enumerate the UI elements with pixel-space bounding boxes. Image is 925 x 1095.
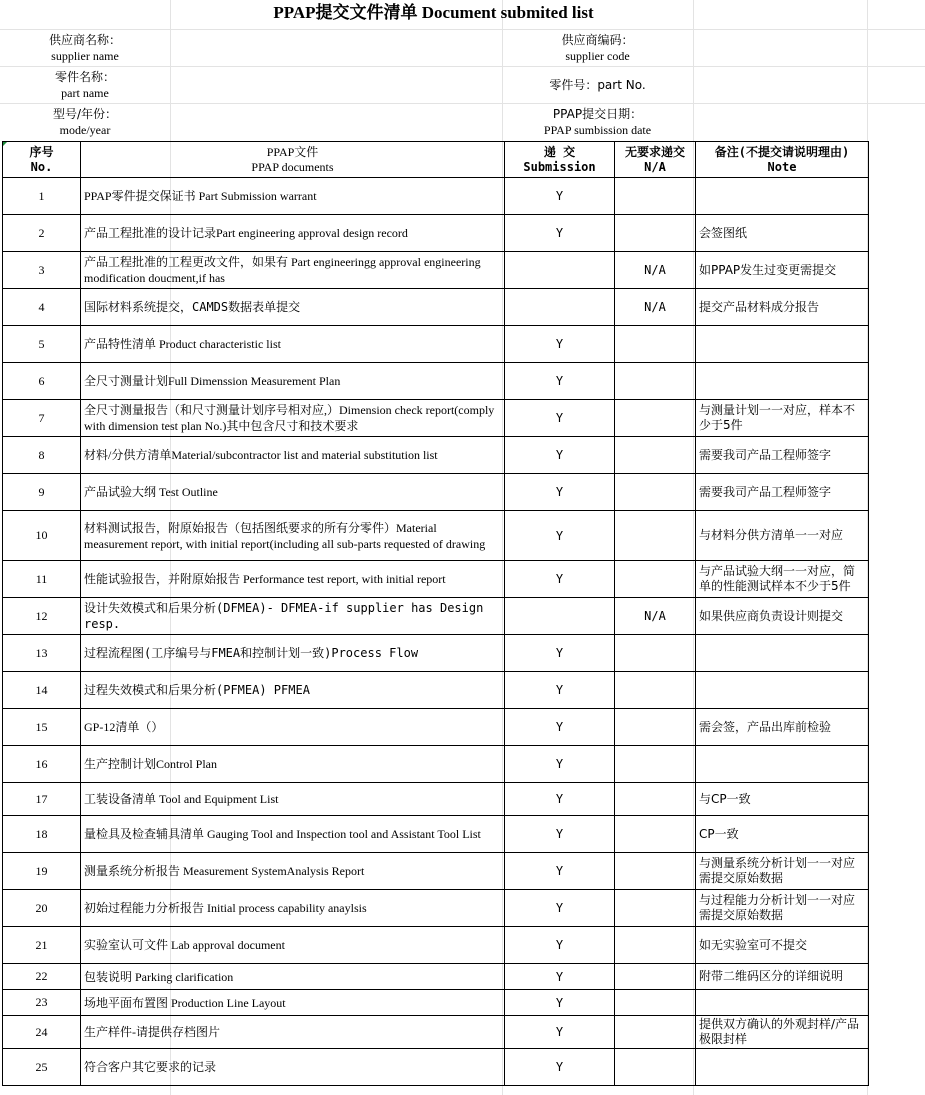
part-no-label (502, 77, 693, 93)
table-row (3, 289, 869, 326)
submission-value[interactable]: Y (505, 215, 615, 252)
document-name[interactable]: 性能试验报告，并附原始报告 Performance test report, with initial report (81, 561, 505, 598)
supplier-code-label (502, 32, 693, 64)
note-text[interactable] (696, 746, 869, 783)
note-text[interactable]: 会签图纸 (696, 215, 869, 252)
na-value[interactable] (615, 709, 696, 746)
document-name[interactable]: 实验室认可文件 Lab approval document (81, 927, 505, 964)
supplier-name-zh: 供应商名称： (48, 33, 121, 47)
document-name[interactable]: PPAP零件提交保证书 Part Submission warrant (81, 178, 505, 215)
document-name[interactable]: 场地平面布置图 Production Line Layout (81, 990, 505, 1016)
na-value[interactable] (615, 1049, 696, 1086)
header-no-en: No. (30, 159, 53, 174)
table-row (3, 1049, 869, 1086)
table-row (3, 326, 869, 363)
table-row (3, 853, 869, 890)
row-number[interactable]: 24 (3, 1016, 81, 1049)
na-value[interactable] (615, 853, 696, 890)
submission-value[interactable]: Y (505, 816, 615, 853)
note-text[interactable]: 需要我司产品工程师签字 (696, 474, 869, 511)
note-text[interactable]: 与产品试验大纲一一对应，简单的性能测试样本不少于5件 (696, 561, 869, 598)
submission-value[interactable]: Y (505, 363, 615, 400)
document-name[interactable]: 产品工程批准的工程更改文件，如果有 Part engineeringg approval engineering modification doucment,if has (81, 252, 505, 289)
document-name[interactable]: 生产样件-请提供存档图片 (81, 1016, 505, 1049)
document-name[interactable]: 设计失效模式和后果分析(DFMEA)- DFMEA-if supplier has Design resp. (81, 598, 505, 635)
note-text[interactable]: 与测量计划一一对应，样本不少于5件 (696, 400, 869, 437)
document-name[interactable]: 产品特性清单 Product characteristic list (81, 326, 505, 363)
row-number[interactable]: 19 (3, 853, 81, 890)
submission-value[interactable]: Y (505, 178, 615, 215)
submission-value[interactable]: Y (505, 964, 615, 990)
document-name[interactable]: 量检具及检查辅具清单 Gauging Tool and Inspection tool and Assistant Tool List (81, 816, 505, 853)
note-text[interactable]: 需要我司产品工程师签字 (696, 437, 869, 474)
header-note (696, 142, 869, 178)
header-na-en: N/A (644, 159, 666, 174)
header-note-en: Note (767, 159, 797, 174)
submission-value[interactable]: Y (505, 400, 615, 437)
part-name-zh: 零件名称： (54, 70, 115, 84)
na-value[interactable] (615, 783, 696, 816)
row-number[interactable]: 17 (3, 783, 81, 816)
header-no-zh: 序号 (29, 144, 54, 159)
na-value[interactable] (615, 746, 696, 783)
table-row (3, 990, 869, 1016)
row-number[interactable]: 8 (3, 437, 81, 474)
table-row (3, 964, 869, 990)
note-text[interactable]: CP一致 (696, 816, 869, 853)
row-number[interactable]: 11 (3, 561, 81, 598)
submission-value[interactable]: Y (505, 326, 615, 363)
model-year-label (0, 106, 170, 138)
header-note-zh: 备注(不提交请说明理由) (714, 144, 850, 159)
supplier-code-en: supplier code (565, 49, 630, 63)
note-text[interactable] (696, 326, 869, 363)
submission-value[interactable]: Y (505, 635, 615, 672)
row-number[interactable]: 12 (3, 598, 81, 635)
note-text[interactable] (696, 178, 869, 215)
row-number[interactable]: 5 (3, 326, 81, 363)
document-name[interactable]: 生产控制计划Control Plan (81, 746, 505, 783)
supplier-name-en: supplier name (51, 49, 119, 63)
table-row (3, 363, 869, 400)
document-name[interactable]: 工装设备清单 Tool and Equipment List (81, 783, 505, 816)
note-text[interactable] (696, 990, 869, 1016)
document-name[interactable]: 初始过程能力分析报告 Initial process capability anaylsis (81, 890, 505, 927)
note-text[interactable]: 需会签，产品出库前检验 (696, 709, 869, 746)
submission-value[interactable]: Y (505, 783, 615, 816)
row-number[interactable]: 16 (3, 746, 81, 783)
note-text[interactable]: 如果供应商负责设计则提交 (696, 598, 869, 635)
table-row (3, 511, 869, 561)
note-text[interactable]: 如PPAP发生过变更需提交 (696, 252, 869, 289)
row-number[interactable]: 1 (3, 178, 81, 215)
na-value[interactable] (615, 561, 696, 598)
document-name[interactable]: 材料/分供方清单Material/subcontractor list and material substitution list (81, 437, 505, 474)
submission-value[interactable]: Y (505, 1049, 615, 1086)
header-sub-zh: 递 交 (543, 144, 576, 159)
table-row (3, 598, 869, 635)
note-text[interactable]: 与测量系统分析计划一一对应需提交原始数据 (696, 853, 869, 890)
header-no (3, 142, 81, 178)
table-row (3, 252, 869, 289)
na-value[interactable] (615, 816, 696, 853)
na-value[interactable]: N/A (615, 289, 696, 326)
page-title: PPAP提交文件清单 Document submited list (273, 3, 594, 22)
document-name[interactable]: 全尺寸测量报告（和尺寸测量计划序号相对应,）Dimension check report(comply with dimension test plan No.)其中包含尺寸和技术要求 (81, 400, 505, 437)
row-number[interactable]: 13 (3, 635, 81, 672)
note-text[interactable] (696, 672, 869, 709)
document-name[interactable]: 符合客户其它要求的记录 (81, 1049, 505, 1086)
submission-value[interactable]: Y (505, 746, 615, 783)
model-zh: 型号/年份： (52, 107, 118, 121)
na-value[interactable] (615, 635, 696, 672)
note-text[interactable]: 与CP一致 (696, 783, 869, 816)
submission-value[interactable]: Y (505, 672, 615, 709)
na-value[interactable] (615, 437, 696, 474)
header-na (615, 142, 696, 178)
na-value[interactable] (615, 1016, 696, 1049)
row-number[interactable]: 6 (3, 363, 81, 400)
row-number[interactable]: 10 (3, 511, 81, 561)
row-number[interactable]: 4 (3, 289, 81, 326)
na-value[interactable] (615, 215, 696, 252)
row-number[interactable]: 14 (3, 672, 81, 709)
submission-value[interactable]: Y (505, 890, 615, 927)
document-name[interactable]: 过程流程图(工序编号与FMEA和控制计划一致)Process Flow (81, 635, 505, 672)
submission-value[interactable]: Y (505, 927, 615, 964)
table-row (3, 474, 869, 511)
supplier-code-zh: 供应商编码： (561, 33, 634, 47)
table-row (3, 672, 869, 709)
table-row (3, 783, 869, 816)
part-no: 零件号：part No. (549, 78, 646, 92)
submission-value[interactable] (505, 598, 615, 635)
table-row (3, 561, 869, 598)
note-text[interactable]: 与材料分供方清单一一对应 (696, 511, 869, 561)
header-docs-zh: PPAP文件 (266, 144, 319, 159)
header-documents (81, 142, 505, 178)
submission-value[interactable]: Y (505, 853, 615, 890)
submission-value[interactable]: Y (505, 1016, 615, 1049)
document-name[interactable]: 包装说明 Parking clarification (81, 964, 505, 990)
na-value[interactable] (615, 363, 696, 400)
header-na-zh: 无要求递交 (624, 144, 685, 159)
na-value[interactable] (615, 927, 696, 964)
table-row (3, 927, 869, 964)
note-text[interactable]: 提供双方确认的外观封样/产品极限封样 (696, 1016, 869, 1049)
table-row (3, 890, 869, 927)
row-number[interactable]: 15 (3, 709, 81, 746)
na-value[interactable] (615, 672, 696, 709)
document-name[interactable]: 测量系统分析报告 Measurement SystemAnalysis Report (81, 853, 505, 890)
row-number[interactable]: 21 (3, 927, 81, 964)
na-value[interactable] (615, 890, 696, 927)
document-name[interactable]: 产品工程批准的设计记录Part engineering approval design record (81, 215, 505, 252)
table-row (3, 215, 869, 252)
header-submission (505, 142, 615, 178)
na-value[interactable] (615, 990, 696, 1016)
supplier-name-label (0, 32, 170, 64)
date-zh: PPAP提交日期： (552, 107, 643, 121)
submission-value[interactable]: Y (505, 437, 615, 474)
na-value[interactable] (615, 178, 696, 215)
submission-value[interactable]: Y (505, 990, 615, 1016)
row-number[interactable]: 18 (3, 816, 81, 853)
gridline (0, 103, 925, 104)
document-name[interactable]: 全尺寸测量计划Full Dimenssion Measurement Plan (81, 363, 505, 400)
row-number[interactable]: 9 (3, 474, 81, 511)
note-text[interactable] (696, 1049, 869, 1086)
submission-date-label (502, 106, 693, 138)
header-docs-en: PPAP documents (251, 159, 334, 174)
table-row (3, 709, 869, 746)
submission-value[interactable]: Y (505, 561, 615, 598)
ppap-document-table (2, 141, 869, 1086)
submission-value[interactable]: Y (505, 474, 615, 511)
na-value[interactable]: N/A (615, 252, 696, 289)
table-row (3, 1016, 869, 1049)
note-text[interactable] (696, 363, 869, 400)
model-en: mode/year (59, 123, 111, 137)
na-value[interactable] (615, 474, 696, 511)
row-number[interactable]: 7 (3, 400, 81, 437)
submission-value[interactable] (505, 252, 615, 289)
document-name[interactable]: GP-12清单（） (81, 709, 505, 746)
table-row (3, 816, 869, 853)
na-value[interactable]: N/A (615, 598, 696, 635)
gridline (0, 66, 925, 67)
part-name-label (0, 69, 170, 101)
header-sub-en: Submission (523, 159, 596, 174)
gridline (0, 29, 925, 30)
na-value[interactable] (615, 511, 696, 561)
table-row (3, 437, 869, 474)
document-name[interactable]: 国际材料系统提交，CAMDS数据表单提交 (81, 289, 505, 326)
document-name[interactable]: 过程失效模式和后果分析(PFMEA) PFMEA (81, 672, 505, 709)
document-name[interactable]: 产品试验大纲 Test Outline (81, 474, 505, 511)
na-value[interactable] (615, 964, 696, 990)
note-text[interactable]: 提交产品材料成分报告 (696, 289, 869, 326)
row-number[interactable]: 22 (3, 964, 81, 990)
table-row (3, 400, 869, 437)
table-row (3, 178, 869, 215)
row-number[interactable]: 2 (3, 215, 81, 252)
submission-value[interactable]: Y (505, 709, 615, 746)
table-row (3, 746, 869, 783)
table-header-row (3, 142, 869, 178)
row-number[interactable]: 3 (3, 252, 81, 289)
note-text[interactable]: 如无实验室可不提交 (696, 927, 869, 964)
part-name-en: part name (61, 86, 109, 100)
date-en: PPAP sumbission date (543, 123, 652, 137)
submission-value[interactable]: Y (505, 511, 615, 561)
row-number[interactable]: 25 (3, 1049, 81, 1086)
submission-value[interactable] (505, 289, 615, 326)
note-text[interactable] (696, 635, 869, 672)
note-text[interactable]: 与过程能力分析计划一一对应需提交原始数据 (696, 890, 869, 927)
row-number[interactable]: 20 (3, 890, 81, 927)
row-number[interactable]: 23 (3, 990, 81, 1016)
na-value[interactable] (615, 326, 696, 363)
note-text[interactable]: 附带二维码区分的详细说明 (696, 964, 869, 990)
table-row (3, 635, 869, 672)
document-name[interactable]: 材料测试报告，附原始报告（包括图纸要求的所有分零件）Material measurement report, with initial report(including all sub-parts requested of drawing (81, 511, 505, 561)
na-value[interactable] (615, 400, 696, 437)
